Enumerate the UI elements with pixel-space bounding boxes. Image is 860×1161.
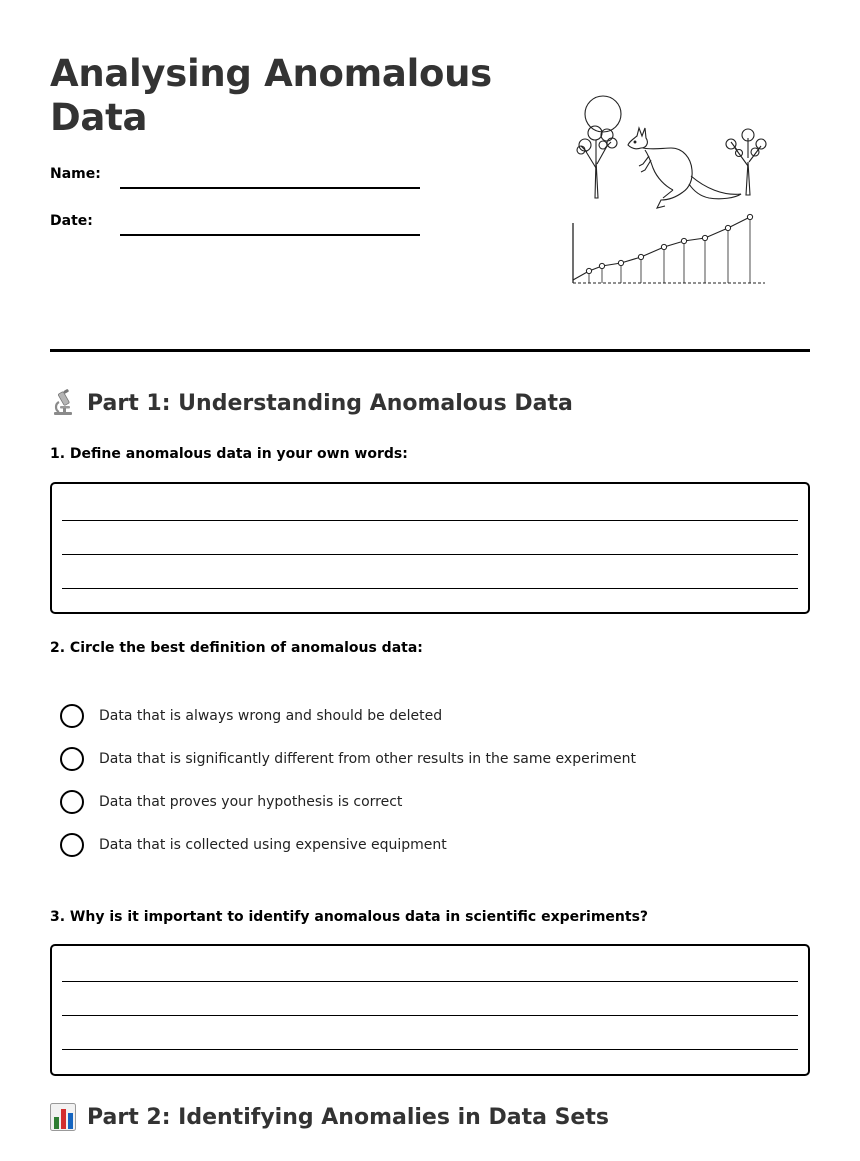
name-field[interactable] [120, 187, 420, 189]
option-text: Data that is collected using expensive equipment [99, 837, 447, 853]
tree-right-shape [726, 129, 766, 195]
option-circle[interactable] [60, 790, 84, 814]
answer-line [62, 1049, 798, 1050]
question-2-option[interactable] [60, 789, 402, 815]
option-text: Data that is always wrong and should be deleted [99, 708, 443, 724]
question-2-option[interactable] [60, 703, 442, 729]
question-3-answer-box[interactable] [50, 944, 810, 1076]
option-circle[interactable] [60, 833, 84, 857]
answer-line [62, 588, 798, 589]
worksheet-title: Analysing Anomalous Data [50, 52, 492, 139]
answer-line [62, 554, 798, 555]
section-divider [50, 349, 810, 352]
question-1-answer-box[interactable] [50, 482, 810, 614]
answer-line [62, 1015, 798, 1016]
date-label: Date: [50, 213, 93, 229]
question-2-option[interactable] [60, 832, 447, 858]
option-text: Data that is significantly different from other results in the same experiment [99, 751, 636, 767]
name-label: Name: [50, 166, 101, 182]
tree-left-shape [577, 126, 617, 198]
microscope-icon [50, 389, 76, 417]
answer-line [62, 981, 798, 982]
kangaroo-shape [628, 128, 741, 208]
answer-line [62, 520, 798, 521]
question-3-prompt: 3. Why is it important to identify anomalous data in scientific experiments? [50, 909, 649, 925]
part1-heading: Part 1: Understanding Anomalous Data [50, 389, 573, 417]
option-text: Data that proves your hypothesis is correct [99, 794, 403, 810]
kangaroo-graph-illustration [565, 90, 775, 295]
date-field[interactable] [120, 234, 420, 236]
option-circle[interactable] [60, 747, 84, 771]
question-2-option[interactable] [60, 746, 636, 772]
question-1-prompt: 1. Define anomalous data in your own words: [50, 446, 408, 462]
question-2-prompt: 2. Circle the best definition of anomalous data: [50, 640, 423, 656]
part2-heading: Part 2: Identifying Anomalies in Data Sets [50, 1103, 609, 1131]
moon-shape [585, 96, 621, 132]
line-graph-shape [573, 214, 765, 283]
bar-chart-icon [50, 1103, 76, 1131]
option-circle[interactable] [60, 704, 84, 728]
